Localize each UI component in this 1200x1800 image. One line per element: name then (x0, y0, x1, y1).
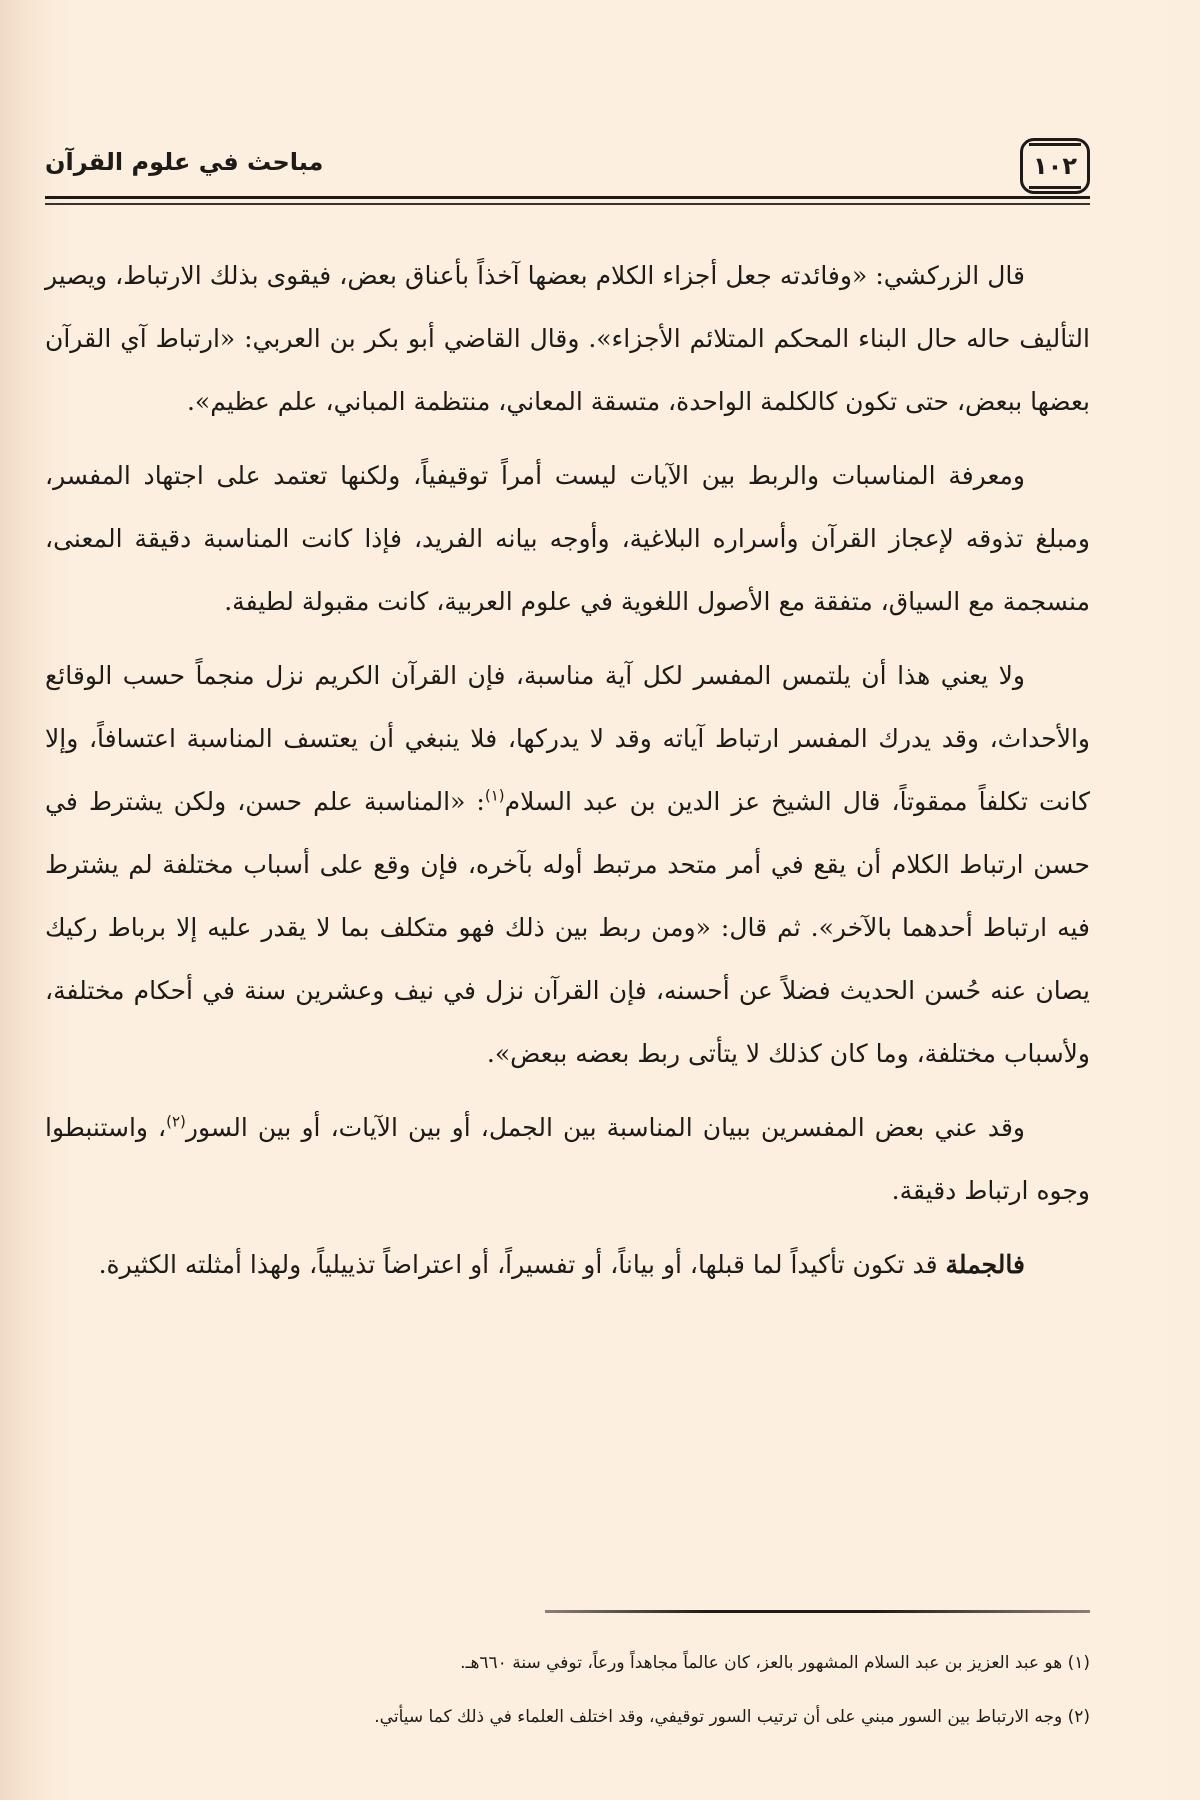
paragraph-5-lead: فالجملة (945, 1250, 1025, 1279)
footnote-2: (٢) وجه الارتباط بين السور مبني على أن ترتيب السور توقيفي، وقد اختلف العلماء في ذلك كما سيأتي. (374, 1707, 1090, 1727)
running-title: مباحث في علوم القرآن (45, 148, 324, 176)
footnotes (60, 1636, 1090, 1744)
page-number: ١٠٢ (1033, 152, 1077, 180)
main-text (45, 244, 1090, 1307)
paragraph-5 (45, 1233, 1090, 1296)
footnote-ref-1[interactable]: (١) (484, 786, 505, 805)
header-rule-thin (45, 203, 1090, 205)
footnote-separator (545, 1610, 1090, 1613)
paragraph-4-text-a: وقد عني بعض المفسرين ببيان المناسبة بين الجمل، أو بين الآيات، أو بين السور (185, 1113, 1025, 1142)
footnote-1: (١) هو عبد العزيز بن عبد السلام المشهور بالعز، كان عالماً مجاهداً ورعاً، توفي سنة ٦٦٠هـ. (460, 1653, 1090, 1673)
paragraph-4 (45, 1096, 1090, 1222)
paragraph-3-text-b: : «المناسبة علم حسن، ولكن يشترط في حسن ارتباط الكلام أن يقع في أمر متحد مرتبط أوله بآخره، فإن وقع على أسباب مختلفة لم يشترط فيه ارتباط أحدهما بالآخر». ثم قال: «ومن ربط بين ذلك فهو متكلف بما لا يقدر عليه إلا برباط ركيك يصان عنه حُسن الحديث فضلاً عن أحسنه، فإن القرآن نزل في نيف وعشرين سنة في أحكام مختلفة، ولأسباب مختلفة، وما كان كذلك لا يتأتى ربط بعضه ببعض». (45, 787, 1090, 1068)
paragraph-5-text: قد تكون تأكيداً لما قبلها، أو بياناً، أو تفسيراً، أو اعتراضاً تذييلياً، ولهذا أمثلته الكثيرة. (98, 1250, 946, 1279)
footnote-ref-2[interactable]: (٢) (166, 1112, 186, 1131)
page-header (45, 130, 1090, 208)
page-number-frame (1020, 138, 1090, 194)
header-rule-thick (45, 196, 1090, 199)
paragraph-3 (45, 644, 1090, 1085)
paragraph-1: قال الزركشي: «وفائدته جعل أجزاء الكلام بعضها آخذاً بأعناق بعض، فيقوى بذلك الارتباط، ويصير التأليف حاله حال البناء المحكم المتلائم الأجزاء». وقال القاضي أبو بكر بن العربي: «ارتباط آي القرآن بعضها ببعض، حتى تكون كالكلمة الواحدة، متسقة المعاني، منتظمة المباني، علم عظيم». (45, 261, 1090, 416)
paragraph-2: ومعرفة المناسبات والربط بين الآيات ليست أمراً توقيفياً، ولكنها تعتمد على اجتهاد المفسر، ومبلغ تذوقه لإعجاز القرآن وأسراره البلاغية، وأوجه بيانه الفريد، فإذا كانت المناسبة دقيقة المعنى، منسجمة مع السياق، متفقة مع الأصول اللغوية في علوم العربية، كانت مقبولة لطيفة. (45, 461, 1090, 616)
paragraph-4-text-b: ، واستنبطوا وجوه ارتباط دقيقة. (45, 1113, 1090, 1205)
paragraph-3-text-a: ولا يعني هذا أن يلتمس المفسر لكل آية مناسبة، فإن القرآن الكريم نزل منجماً حسب الوقائع والأحداث، وقد يدرك المفسر ارتباط آياته وقد لا يدركها، فلا ينبغي أن يعتسف المناسبة اعتسافاً، وإلا كانت تكلفاً ممقوتاً، قال الشيخ عز الدين بن عبد السلام (45, 661, 1090, 816)
